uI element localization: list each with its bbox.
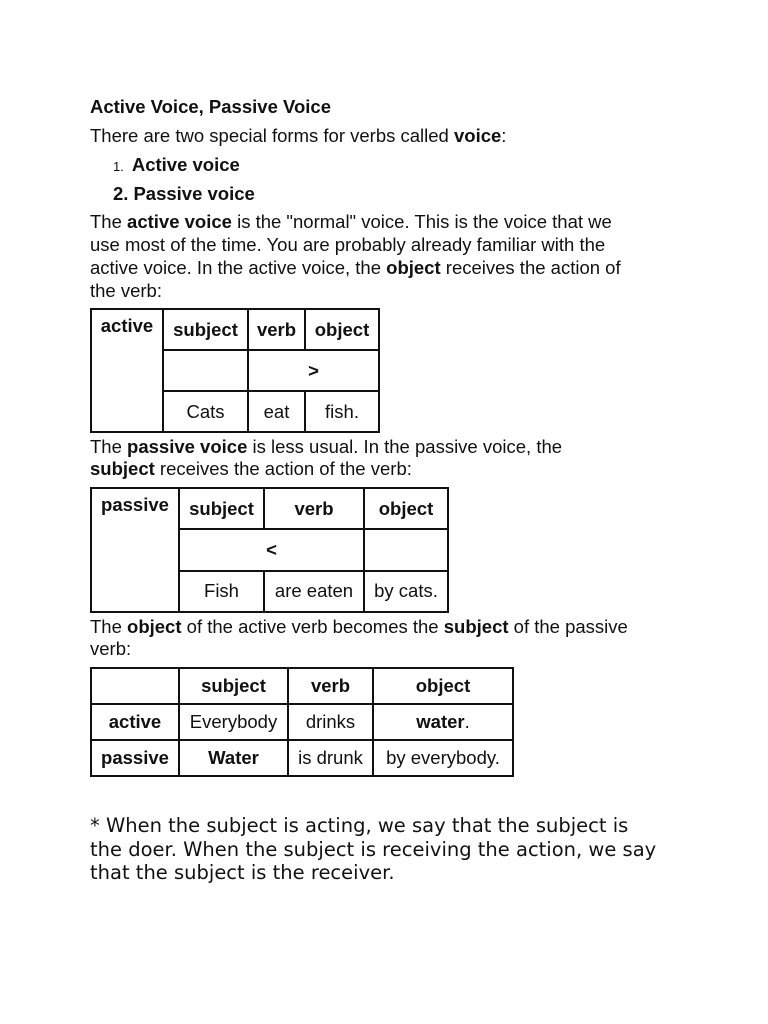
cell-subject: Water [179,740,288,776]
header-subject: subject [179,668,288,704]
cell-verb: eat [248,391,305,432]
header-object: object [305,309,379,350]
para2-line1-b: passive voice [127,436,248,457]
para1-line1-b: active voice [127,211,232,232]
para2-line1-c: is less usual. In the passive voice, the [247,436,563,457]
list-marker-2: 2. [113,183,129,204]
para1-line3-c: receives the action of [440,257,621,278]
para3-line1-d: subject [443,616,509,637]
list-label-1: Active voice [131,154,240,175]
row-label-active: active [91,704,179,740]
list-label-2: Passive voice [133,183,255,204]
passive-voice-table [90,487,449,613]
para3-line1-b: object [127,616,182,637]
para3-line2: verb: [90,638,132,659]
cell-verb: is drunk [288,740,373,776]
cell-subject: Fish [179,571,264,612]
intro-tail: : [501,125,507,146]
para1-line1-a: The [90,211,128,232]
document-title: Active Voice, Passive Voice [90,96,331,117]
para1-line3 [90,257,621,280]
cell-object: by cats. [364,571,448,612]
table-row [91,704,513,740]
table-row [91,668,513,704]
para1-line3-b: object [386,257,441,278]
para1-line3-a: active voice. In the active voice, the [90,257,387,278]
para1-line1 [90,211,612,234]
para2-line2-c: receives the action of the verb: [154,458,412,479]
row-label-passive: passive [91,488,179,612]
row-label-active: active [91,309,163,432]
list-marker-1: 1. [113,159,124,174]
para2-line1-a: The [90,436,128,457]
active-voice-table [90,308,380,433]
para2-line2 [90,458,412,481]
header-subject: subject [179,488,264,529]
empty-corner-cell [91,668,179,704]
footnote-line2: the doer. When the subject is receiving the action, we say [90,838,657,861]
cell-object: fish. [305,391,379,432]
para1-line4: the verb: [90,280,162,301]
cell-subject: Everybody [179,704,288,740]
header-object: object [373,668,513,704]
empty-cell [163,350,248,391]
header-verb: verb [264,488,364,529]
para1-line1-c: is the "normal" voice. This is the voice that we [231,211,612,232]
cell-subject: Cats [163,391,248,432]
cell-object-tail: . [464,711,470,732]
action-arrow-right: > [248,350,379,391]
cell-verb: drinks [288,704,373,740]
cell-object [373,704,513,740]
para1-line2: use most of the time. You are probably already familiar with the [90,234,606,255]
footnote-line3: that the subject is the receiver. [90,861,395,884]
header-subject: subject [163,309,248,350]
intro-bold: voice [453,125,502,146]
list-item-1 [113,154,240,179]
table-row [91,309,379,350]
comparison-table [90,667,514,777]
cell-object-bold: water [416,711,465,732]
header-verb: verb [288,668,373,704]
table-row [91,488,448,529]
para3-line1-e: of the passive [508,616,628,637]
empty-cell [364,529,448,570]
cell-object: by everybody. [373,740,513,776]
para3-line1-c: of the active verb becomes the [181,616,444,637]
para2-line2-b: subject [90,458,155,479]
table-row [91,740,513,776]
cell-verb: are eaten [264,571,364,612]
row-label-passive: passive [91,740,179,776]
list-item-2 [113,183,255,206]
action-arrow-left: < [179,529,364,570]
para3-line1-a: The [90,616,128,637]
header-verb: verb [248,309,305,350]
para2-line1 [90,436,562,459]
header-object: object [364,488,448,529]
intro-line [90,125,506,148]
footnote-line1: * When the subject is acting, we say that the subject is [90,814,629,837]
para3-line1 [90,616,628,639]
intro-text: There are two special forms for verbs called [90,125,454,146]
